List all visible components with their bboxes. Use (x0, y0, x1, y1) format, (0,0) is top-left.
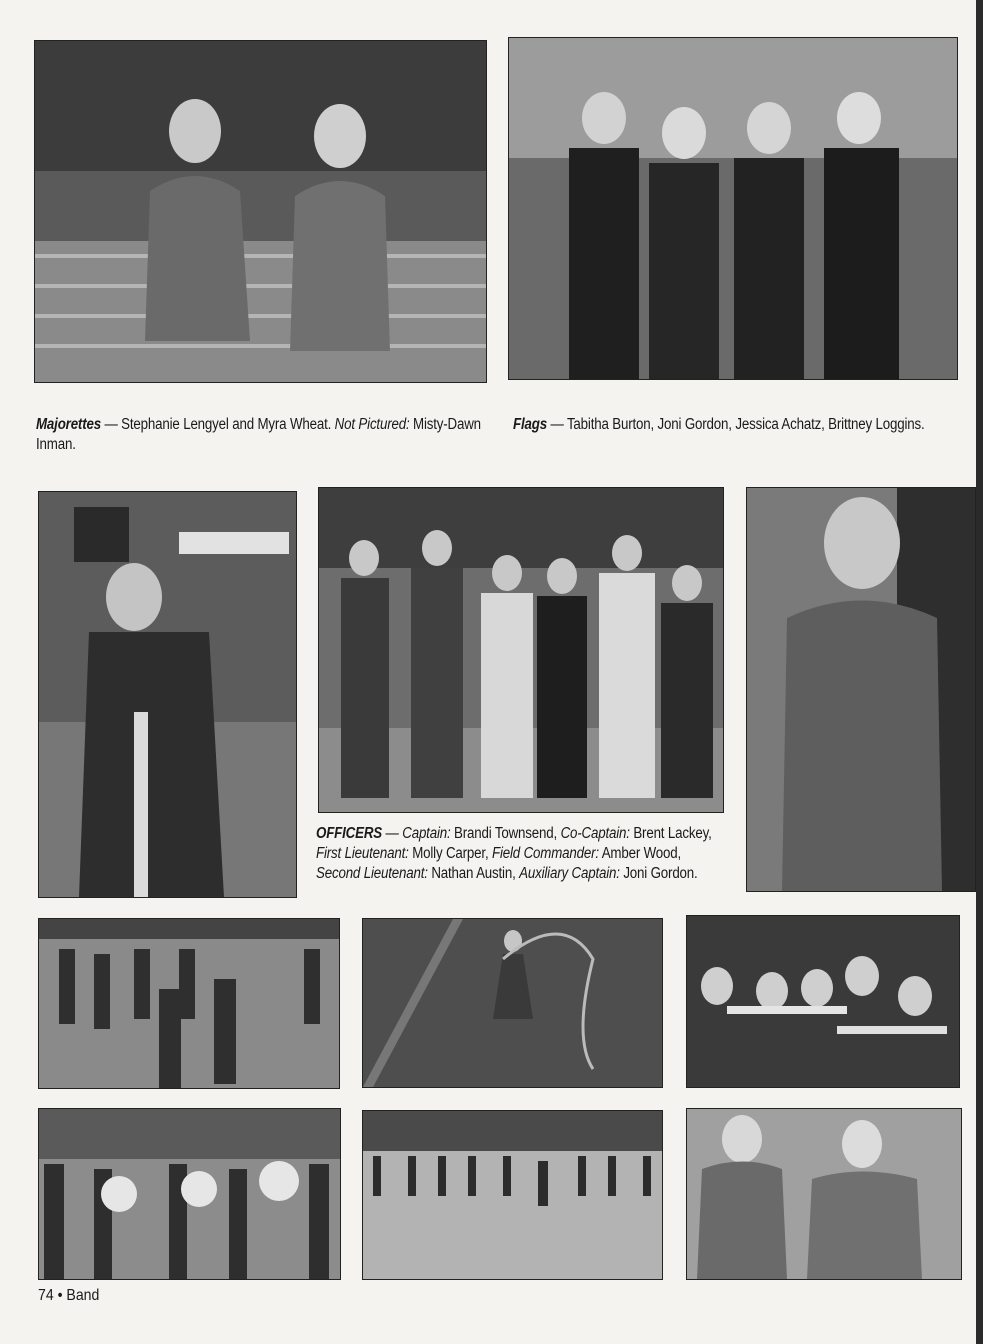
caption-majorettes-group: Majorettes (36, 416, 101, 433)
page-number: 74 (38, 1287, 54, 1304)
photo-auxiliary-members (686, 1108, 962, 1280)
caption-majorettes (36, 415, 488, 455)
photo-trumpet-section (686, 915, 960, 1088)
caption-majorettes-not-pictured-label: Not Pictured: (334, 416, 410, 433)
photo-majorette-closeup (746, 487, 976, 892)
caption-officers-first-lt-label: First Lieutenant: (316, 845, 409, 862)
caption-majorettes-not-pictured: Misty-Dawn Inman. (36, 416, 481, 453)
caption-officers-aux-captain: Joni Gordon. (619, 865, 698, 882)
photo-band-formation (362, 1110, 663, 1280)
caption-flags-names: Tabitha Burton, Joni Gordon, Jessica Achatz, Brittney Loggins. (566, 416, 925, 433)
caption-officers-captain: Brandi Townsend, (450, 825, 561, 842)
caption-officers-first-lt: Molly Carper, (408, 845, 493, 862)
photo-marching-band-field (38, 918, 340, 1089)
caption-officers-group: OFFICERS (316, 825, 383, 842)
caption-officers-field-cmdr-label: Field Commander: (492, 845, 599, 862)
caption-flags-dash: — (546, 416, 567, 433)
caption-flags (513, 415, 960, 435)
photo-flag-spinner (362, 918, 663, 1088)
caption-officers (316, 824, 722, 884)
photo-flags (508, 37, 958, 380)
caption-majorettes-dash: — (100, 416, 122, 433)
photo-majorettes (34, 40, 487, 383)
caption-officers-aux-captain-label: Auxiliary Captain: (519, 865, 620, 882)
caption-officers-field-cmdr: Amber Wood, (598, 845, 682, 862)
caption-officers-co-captain-label: Co-Captain: (560, 825, 630, 842)
folio-bullet: • (57, 1287, 63, 1304)
photo-drumline (38, 1108, 341, 1280)
photo-officers (318, 487, 724, 813)
caption-officers-co-captain: Brent Lackey, (629, 825, 712, 842)
caption-majorettes-names: Stephanie Lengyel and Myra Wheat. (121, 416, 335, 433)
caption-officers-second-lt-label: Second Lieutenant: (316, 865, 428, 882)
caption-flags-group: Flags (513, 416, 547, 433)
page-gutter-edge (976, 0, 983, 1344)
page-footer (38, 1287, 99, 1305)
caption-officers-second-lt: Nathan Austin, (427, 865, 520, 882)
section-name: Band (66, 1287, 100, 1304)
caption-officers-dash: — (382, 825, 403, 842)
photo-trumpet-player (38, 491, 297, 898)
caption-officers-captain-label: Captain: (402, 825, 451, 842)
